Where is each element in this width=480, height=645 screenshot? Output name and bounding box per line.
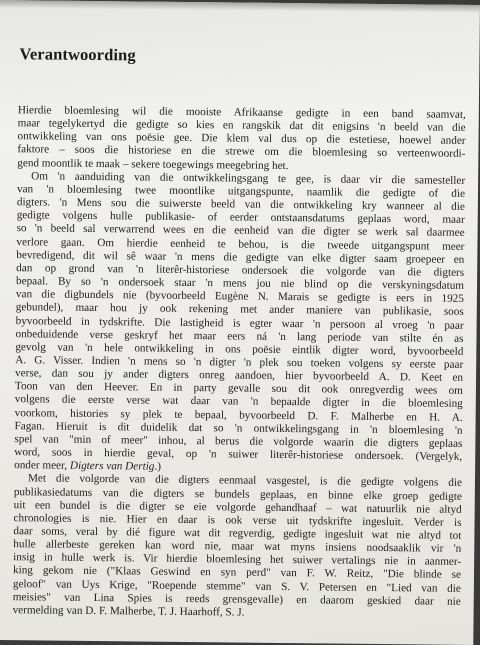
- text-line: king gekom nie ("Klaas Geswind en syn perd" van F. W. Reitz, "Die blinde se: [12, 564, 462, 582]
- text-line: Hierdie bloemlesing wil die mooiste Afrikaanse gedigte in een band saamvat,: [17, 104, 466, 121]
- text-line: byvoorbeeld in tydskrifte. Die lastigheid is egter waar 'n persoon al vroeg 'n paar: [15, 314, 464, 332]
- body-text: [13, 104, 466, 622]
- text-line: A. G. Visser. Indien 'n mens so 'n digter 'n plek sou toeken volgens sy eerste paar: [15, 354, 464, 371]
- text-line: daar soms, veral by dié figure wat dit regverdig, gedigte ingesluit wat nie altyd tot: [13, 525, 462, 542]
- text-line: insig in hulle werk is. Vir hierdie bloemlesing het suiwer vertalings nie in aanmer-: [13, 551, 462, 569]
- text-line: maar tegelykertyd die gedigte so kies en rangskik dat dit enigsins 'n beeld van die: [17, 117, 466, 135]
- text-line: gevolg van 'n hele ontwikkeling in ons poësie eintlik digter word, byvoorbeeld: [15, 340, 464, 358]
- text-line: ontwikkeling van ons poësie gee. Die klem val dus op die estetiese, hoewel ander: [17, 130, 466, 148]
- text-line: geloof" van Uys Krige, "Roepende stemme" van S. V. Petersen en "Lied van die: [12, 577, 461, 595]
- text-line: faktore – soos die historiese en die strewe om die bloemlesing so verteenwoordi-: [17, 143, 466, 161]
- text-line: hulle allerbeste gereken kan word nie, maar wat myns insiens noodsaaklik vir 'n: [13, 538, 462, 556]
- text-line: verlore gaan. Om hierdie eenheid te behou, is die tweede uitgangspunt meer: [16, 235, 465, 253]
- text-line: van 'n bloemlesing twee moontlike uitgangspunte, naamlik die gedigte of die: [16, 183, 466, 200]
- page-edge-shadow: [0, 0, 480, 13]
- text-line: onbeduidende verse geskryf het maar eers ná 'n lang periode van stilte én as: [15, 327, 464, 345]
- text-line: publikasiedatums van die digters se bundels geplaas, en binne elke groep gedigte: [13, 485, 462, 503]
- text-line: bepaal. By so 'n ondersoek staar 'n mens jou nie blind op die verskyningsdatum: [15, 275, 465, 292]
- paragraph: [13, 473, 462, 622]
- text-line: gedigte volgens hulle publikasie- of eerder ontstaansdatums geplaas word, maar: [16, 209, 465, 227]
- book-title-reference: Digters van Dertig: [69, 459, 155, 473]
- text-line: word, soos in hierdie geval, op 'n suiwer literêr-historiese ondersoek. (Vergelyk,: [14, 446, 463, 463]
- text-line: volgens die eerste verse wat daar van 'n bepaalde digter in die bloemlesing: [14, 393, 463, 411]
- text-line: verse, dan sou jy ander digters onreg aandoen, hier byvoorbeeld A. D. Keet en: [15, 367, 464, 384]
- text-line: dan op grond van 'n literêr-historiese ondersoek die volgorde van die digters: [16, 262, 465, 279]
- text-line: Toon van den Heever. En in party gevalle sou dit ook onregverdig wees om: [14, 380, 463, 398]
- text-line: digters. 'n Mens sou die suiwerste beeld van die ontwikkeling kry wanneer al die: [16, 196, 465, 213]
- text-line: chronologies is nie. Hier en daar is ook verse uit tydskrifte ingesluit. Verder is: [13, 512, 462, 529]
- text-line: onder meer, Digters van Dertig.): [14, 459, 162, 473]
- text-line: voorkom, histories sy plek te bepaal, byvoorbeeld D. F. Malherbe en H. A.: [14, 406, 463, 424]
- text-line: bevredigend, dit wil sê waar 'n mens die gedigte van elke digter saam groepeer en: [16, 248, 465, 266]
- text-line: Met die volgorde van die digters eenmaal vasgestel, is die gedigte volgens die: [27, 472, 463, 490]
- text-line: van die digbundels nie (byvoorbeeld Eugène N. Marais se gedigte is eers in 1925: [15, 288, 464, 306]
- text-line: spel van "min of meer" inhou, al berus die volgorde waarin die digters geplaas: [14, 433, 463, 450]
- text-line: uit een bundel is die digter se eie volgorde gehandhaaf – wat natuurlik nie altyd: [13, 498, 462, 516]
- text-line: gend moontlik te maak – sekere toegewings meegebring het.: [17, 156, 289, 172]
- text-line: meisies" van Lina Spies is reeds grensgevalle) en daarom geskied daar nie: [12, 590, 461, 608]
- text-line: Om 'n aanduiding van die ontwikkelingsgang te gee, is daar vir die samesteller: [31, 170, 466, 187]
- text-line: Fagan. Hieruit is dit duidelik dat so 'n ontwikkelingsgang in 'n bloemlesing 'n: [14, 419, 463, 437]
- page-title: Verantwoording: [19, 44, 136, 65]
- text-line: gebundel), maar hou jy ook rekening met ander maniere van publikasie, soos: [15, 301, 464, 319]
- text-line: vermelding van D. F. Malherbe, T. J. Haarhoff, S. J.: [12, 604, 245, 619]
- paragraph: [17, 104, 466, 174]
- text-line: so 'n beeld sal verwarrend wees en die eenheid van die digter se werk sal daarmee: [16, 222, 465, 240]
- paragraph: [14, 170, 465, 477]
